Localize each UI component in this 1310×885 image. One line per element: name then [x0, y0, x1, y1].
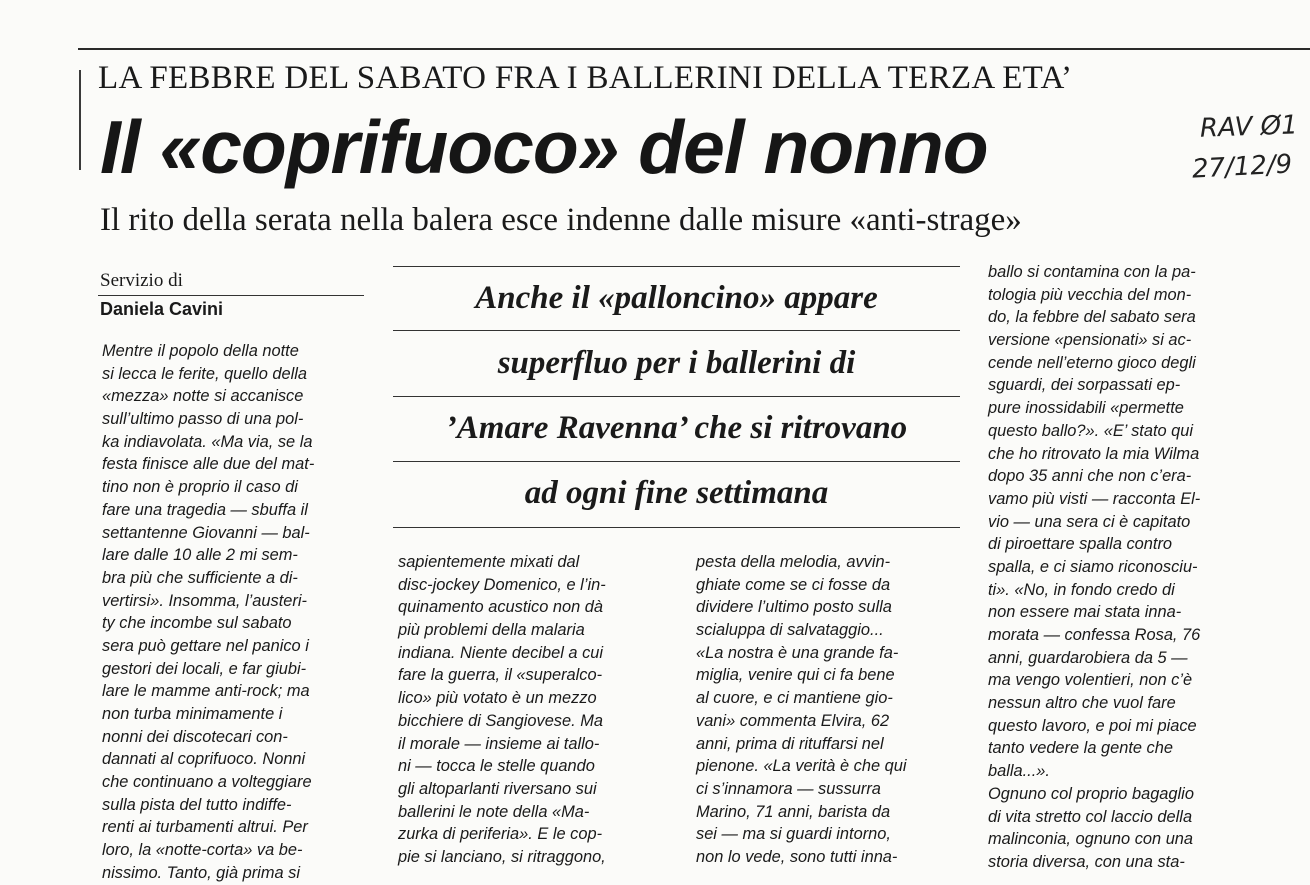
article-text-line: vani» commenta Elvira, 62: [696, 711, 890, 730]
article-text-line: ni — tocca le stelle quando: [398, 757, 595, 776]
article-text-line: ballerini le note della «Ma-: [398, 802, 590, 821]
article-text-line: lare dalle 10 alle 2 mi sem-: [102, 546, 298, 565]
article-text-line: «mezza» notte si accanisce: [102, 387, 304, 406]
article-column-1: [102, 340, 372, 885]
article-text-line: fare una tragedia — sbuffa il: [102, 500, 308, 519]
article-text-line: nonni dei discotecari con-: [102, 727, 288, 746]
article-text-line: renti ai turbamenti altrui. Per: [102, 818, 308, 837]
article-text-line: vio — una sera ci è capitato: [988, 512, 1191, 531]
article-text-line: che ho ritrovato la mia Wilma: [988, 444, 1200, 463]
article-text-line: anni, guardarobiera da 5 —: [988, 648, 1188, 667]
article-text-line: che continuano a volteggiare: [102, 773, 312, 792]
article-text-line: pienone. «La verità è che qui: [696, 757, 907, 776]
article-column-3: [696, 551, 966, 869]
headline: Il «coprifuoco» del nonno: [100, 105, 988, 189]
article-text-line: versione «pensionati» si ac-: [988, 331, 1192, 350]
article-column-4: [988, 261, 1263, 874]
pull-quote-rule: [393, 527, 960, 528]
article-text-line: non turba minimamente i: [102, 705, 283, 723]
byline-intro: Servizio di: [100, 270, 183, 291]
article-text-line: il morale — insieme ai tallo-: [398, 734, 600, 753]
article-text-line: pie si lanciano, si ritraggono,: [398, 847, 606, 866]
handwritten-archive-code: RAV Ø1: [1199, 110, 1299, 144]
article-text-line: più problemi della malaria: [398, 621, 585, 640]
article-text-line: loro, la «notte-corta» va be-: [102, 841, 303, 860]
article-text-line: morata — confessa Rosa, 76: [988, 626, 1201, 644]
article-text-line: ballo si contamina con la pa-: [988, 263, 1196, 281]
pull-quote-line: Anche il «palloncino» appare: [475, 280, 878, 316]
article-text-line: Marino, 71 anni, barista da: [696, 802, 891, 821]
article-text-line: nissimo. Tanto, già prima si: [102, 863, 300, 882]
article-column-2: [398, 551, 673, 869]
article-text-line: Ognuno col proprio bagaglio: [988, 784, 1194, 803]
article-text-line: al cuore, e ci mantiene gio-: [696, 689, 893, 708]
article-text-line: ci s’innamora — sussurra: [696, 779, 881, 798]
subheadline: Il rito della serata nella balera esce indenne dalle misure «anti-strage»: [100, 202, 1022, 238]
pull-quote-line: ’Amare Ravenna’ che si ritrovano: [445, 410, 908, 446]
article-text-line: si lecca le ferite, quello della: [102, 364, 307, 383]
article-text-line: storia diversa, con una sta-: [988, 852, 1185, 871]
article-text-line: ty che incombe sul sabato: [102, 614, 292, 633]
pull-quote-line: ad ogni fine settimana: [524, 475, 829, 511]
article-text-line: dividere l’ultimo posto sulla: [696, 598, 892, 617]
article-text-line: non essere mai stata inna-: [988, 603, 1182, 622]
pull-quote: [393, 266, 960, 528]
article-text-line: bicchiere di Sangiovese. Ma: [398, 711, 603, 730]
article-text-line: gestori dei locali, e far giubi-: [102, 659, 307, 678]
article-text-line: do, la febbre del sabato sera: [988, 308, 1196, 327]
article-text-line: sull’ultimo passo di una pol-: [102, 410, 304, 429]
article-text-line: ghiate come se ci fosse da: [696, 575, 891, 594]
article-text-line: lare le mamme anti-rock; ma: [102, 682, 310, 701]
byline-rule: [98, 295, 364, 296]
article-text-line: dannati al coprifuoco. Nonni: [102, 750, 306, 769]
article-text-line: disc-jockey Domenico, e l’in-: [398, 575, 606, 594]
article-text-line: spalla, e ci siamo riconosciu-: [988, 557, 1198, 576]
article-text-line: cende nell’eterno gioco degli: [988, 353, 1196, 372]
handwritten-date: 27/12/9: [1191, 149, 1293, 185]
article-text-line: pure inossidabili «permette: [988, 399, 1184, 418]
article-text-line: balla...».: [988, 762, 1050, 781]
kicker: LA FEBBRE DEL SABATO FRA I BALLERINI DELLA TERZA ETA’: [98, 60, 1073, 96]
article-text-line: dopo 35 anni che non c’era-: [988, 467, 1192, 486]
pull-quote-rule: [393, 266, 960, 267]
left-margin-rule: [79, 70, 81, 170]
article-text-line: tologia più vecchia del mon-: [988, 285, 1192, 304]
article-text-line: malinconia, ognuno con una: [988, 830, 1194, 849]
article-text-line: anni, prima di rituffarsi nel: [696, 734, 884, 753]
article-text-line: di vita stretto col laccio della: [988, 807, 1193, 826]
article-text-line: nessun altro che vuol fare: [988, 694, 1176, 713]
article-text-line: sulla pista del tutto indiffe-: [102, 795, 292, 814]
article-text-line: sei — ma si guardi intorno,: [696, 825, 891, 844]
article-text-line: ka indiavolata. «Ma via, se la: [102, 432, 313, 451]
article-text-line: «La nostra è una grande fa-: [696, 643, 899, 662]
article-text-line: scialuppa di salvataggio...: [696, 621, 884, 640]
article-text-line: settantenne Giovanni — bal-: [102, 523, 310, 542]
article-text-line: questo ballo?». «E’ stato qui: [988, 421, 1194, 440]
article-text-line: zurka di periferia». E le cop-: [398, 825, 603, 844]
article-text-line: sera può gettare nel panico i: [102, 636, 309, 655]
article-text-line: quinamento acustico non dà: [398, 598, 604, 617]
article-text-line: tanto vedere la gente che: [988, 739, 1173, 758]
article-text-line: vamo più visti — racconta El-: [988, 489, 1201, 508]
article-text-line: festa finisce alle due del mat-: [102, 455, 315, 474]
article-text-line: sguardi, dei sorpassati ep-: [988, 376, 1181, 395]
article-text-line: bra più che sufficiente a di-: [102, 568, 298, 587]
article-text-line: fare la guerra, il «superalco-: [398, 666, 603, 685]
article-text-line: questo lavoro, e poi mi piace: [988, 716, 1197, 735]
pull-quote-rule: [393, 330, 960, 331]
article-text-line: lico» più votato è un mezzo: [398, 689, 597, 708]
article-text-line: pesta della melodia, avvin-: [696, 553, 891, 571]
article-text-line: non lo vede, sono tutti inna-: [696, 847, 898, 866]
pull-quote-line: superfluo per i ballerini di: [497, 345, 856, 381]
byline-author: Daniela Cavini: [100, 299, 224, 319]
article-text-line: vertirsi». Insomma, l’austeri-: [102, 591, 307, 610]
article-text-line: ma vengo volentieri, non c’è: [988, 671, 1193, 690]
top-rule: [78, 48, 1310, 50]
article-text-line: ti». «No, in fondo credo di: [988, 580, 1175, 599]
article-text-line: gli altoparlanti riversano sui: [398, 779, 597, 798]
article-text-line: miglia, venire qui ci fa bene: [696, 666, 895, 685]
pull-quote-rule: [393, 396, 960, 397]
article-text-line: sapientemente mixati dal: [398, 553, 580, 571]
article-text-line: di piroettare spalla contro: [988, 535, 1173, 554]
article-text-line: indiana. Niente decibel a cui: [398, 643, 604, 662]
article-text-line: Mentre il popolo della notte: [102, 342, 299, 360]
pull-quote-rule: [393, 461, 960, 462]
article-text-line: tino non è proprio il caso di: [102, 478, 298, 497]
